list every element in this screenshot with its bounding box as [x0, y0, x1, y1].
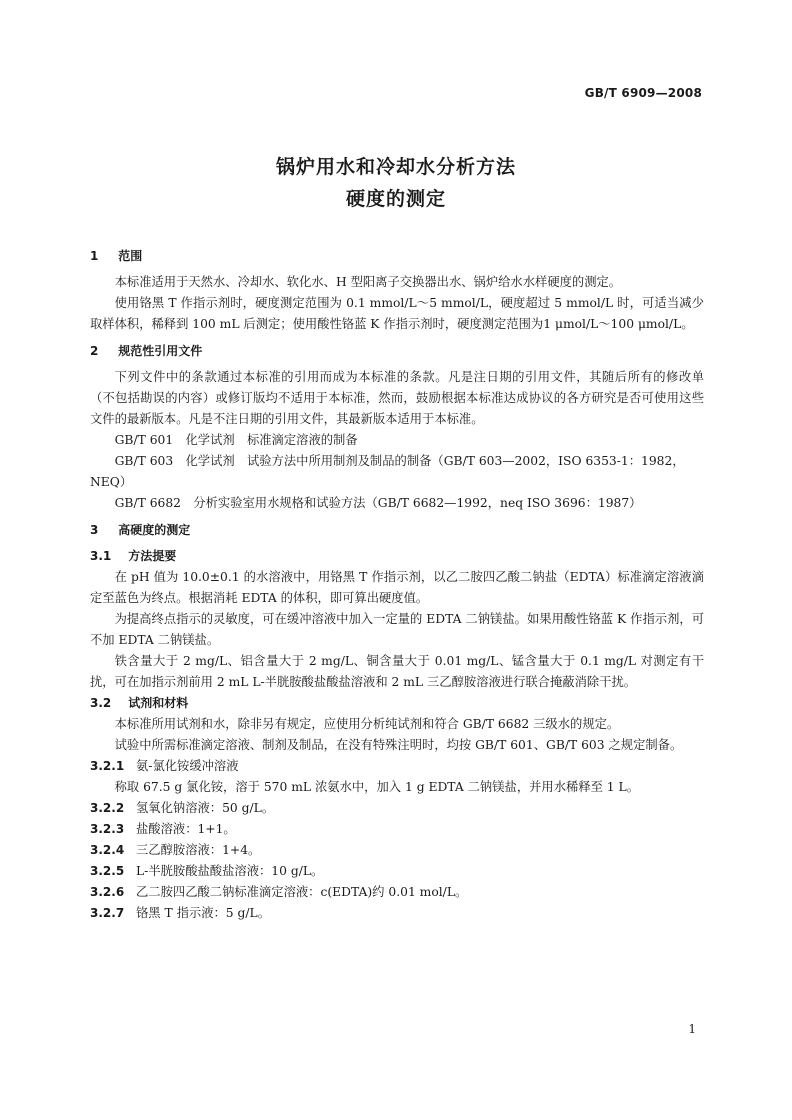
paragraph: 在 pH 值为 10.0±0.1 的水溶液中，用铬黑 T 作指示剂，以乙二胺四乙酸二钠盐（EDTA）标准滴定溶液滴定至蓝色为终点。根据消耗 EDTA 的体积，即可算出硬度值。 [90, 570, 704, 605]
item-text: L-半胱胺酸盐酸盐溶液：10 g/L。 [136, 864, 324, 878]
paragraph: 本标准适用于天然水、冷却水、软化水、H 型阳离子交换器出水、锅炉给水水样硬度的测定。 [114, 275, 622, 289]
section-heading-1 [90, 246, 704, 267]
reference-entry: GB/T 6682 分析实验室用水规格和试验方法（GB/T 6682—1992，neq ISO 3696：1987） [114, 496, 642, 510]
paragraph: 铁含量大于 2 mg/L、铝含量大于 2 mg/L、铜含量大于 0.01 mg/L、锰含量大于 0.1 mg/L 对测定有干扰，可在加指示剂前用 2 mL L-半胱胺酸盐酸盐溶液和 2 mL 三乙醇胺溶液进行联合掩蔽消除干扰。 [90, 654, 704, 689]
page-number: 1 [688, 1022, 696, 1036]
item-3-2-3 [90, 819, 704, 840]
paragraph: 称取 67.5 g 氯化铵，溶于 570 mL 浓氨水中，加入 1 g EDTA 二钠镁盐，并用水稀释至 1 L。 [114, 780, 639, 794]
section-heading-2 [90, 341, 704, 362]
paragraph: 下列文件中的条款通过本标准的引用而成为本标准的条款。凡是注日期的引用文件，其随后所有的修改单（不包括勘误的内容）或修订版均不适用于本标准，然而，鼓励根据本标准达成协议的各方研究是否可使用这些文件的最新版本。凡是不注日期的引用文件，其最新版本适用于本标准。 [90, 370, 704, 426]
item-3-2-2 [90, 798, 704, 819]
item-3-2-6 [90, 882, 704, 903]
item-number: 3.2.1 [90, 759, 125, 773]
subsection-heading-3-2 [90, 693, 704, 714]
paragraph: 使用铬黑 T 作指示剂时，硬度测定范围为 0.1 mmol/L～5 mmol/L，硬度超过 5 mmol/L 时，可适当减少取样体积，稀释到 100 mL 后测定；使用酸性铬蓝 K 作指示剂时，硬度测定范围为1 μmol/L～100 μmol/L。 [90, 296, 704, 331]
item-number: 3.2.6 [90, 885, 125, 899]
section-number: 1 [90, 249, 99, 263]
reference-entry: GB/T 603 化学试剂 试验方法中所用制剂及制品的制备（GB/T 603—2002，ISO 6353-1：1982，NEQ） [90, 454, 685, 489]
item-text: 氨-氯化铵缓冲溶液 [136, 759, 239, 773]
item-number: 3.2.7 [90, 906, 125, 920]
section-heading-3 [90, 520, 704, 541]
subsection-number: 3.1 [90, 549, 112, 563]
document-title: 锅炉用水和冷却水分析方法 [275, 156, 516, 178]
item-number: 3.2.4 [90, 843, 125, 857]
paragraph: 本标准所用试剂和水，除非另有规定，应使用分析纯试剂和符合 GB/T 6682 三级水的规定。 [114, 717, 620, 731]
section-title: 范围 [118, 249, 143, 263]
reference-entry: GB/T 601 化学试剂 标准滴定溶液的制备 [114, 433, 358, 447]
section-title: 高硬度的测定 [118, 523, 191, 537]
item-3-2-1 [90, 756, 704, 777]
item-number: 3.2.2 [90, 801, 125, 815]
paragraph: 试验中所需标准滴定溶液、制剂及制品，在没有特殊注明时，均按 GB/T 601、GB/T 603 之规定制备。 [114, 738, 683, 752]
paragraph: 为提高终点指示的灵敏度，可在缓冲溶液中加入一定量的 EDTA 二钠镁盐。如果用酸性铬蓝 K 作指示剂，可不加 EDTA 二钠镁盐。 [90, 612, 704, 647]
section-number: 3 [90, 523, 99, 537]
subsection-number: 3.2 [90, 696, 112, 710]
item-text: 乙二胺四乙酸二钠标准滴定溶液：c(EDTA)约 0.01 mol/L。 [136, 885, 468, 899]
subsection-title: 方法提要 [128, 549, 177, 563]
document-body [90, 246, 704, 924]
item-3-2-7 [90, 903, 704, 924]
section-number: 2 [90, 344, 99, 358]
item-3-2-4 [90, 840, 704, 861]
section-title: 规范性引用文件 [118, 344, 203, 358]
item-number: 3.2.5 [90, 864, 125, 878]
item-text: 铬黑 T 指示液：5 g/L。 [136, 906, 271, 920]
standard-code: GB/T 6909—2008 [584, 86, 702, 100]
subsection-title: 试剂和材料 [128, 696, 189, 710]
item-text: 三乙醇胺溶液：1+4。 [136, 843, 261, 857]
item-3-2-5 [90, 861, 704, 882]
document-subtitle: 硬度的测定 [345, 188, 446, 210]
item-text: 氢氧化钠溶液：50 g/L。 [136, 801, 275, 815]
item-number: 3.2.3 [90, 822, 125, 836]
subsection-heading-3-1 [90, 546, 704, 567]
item-text: 盐酸溶液：1+1。 [136, 822, 236, 836]
